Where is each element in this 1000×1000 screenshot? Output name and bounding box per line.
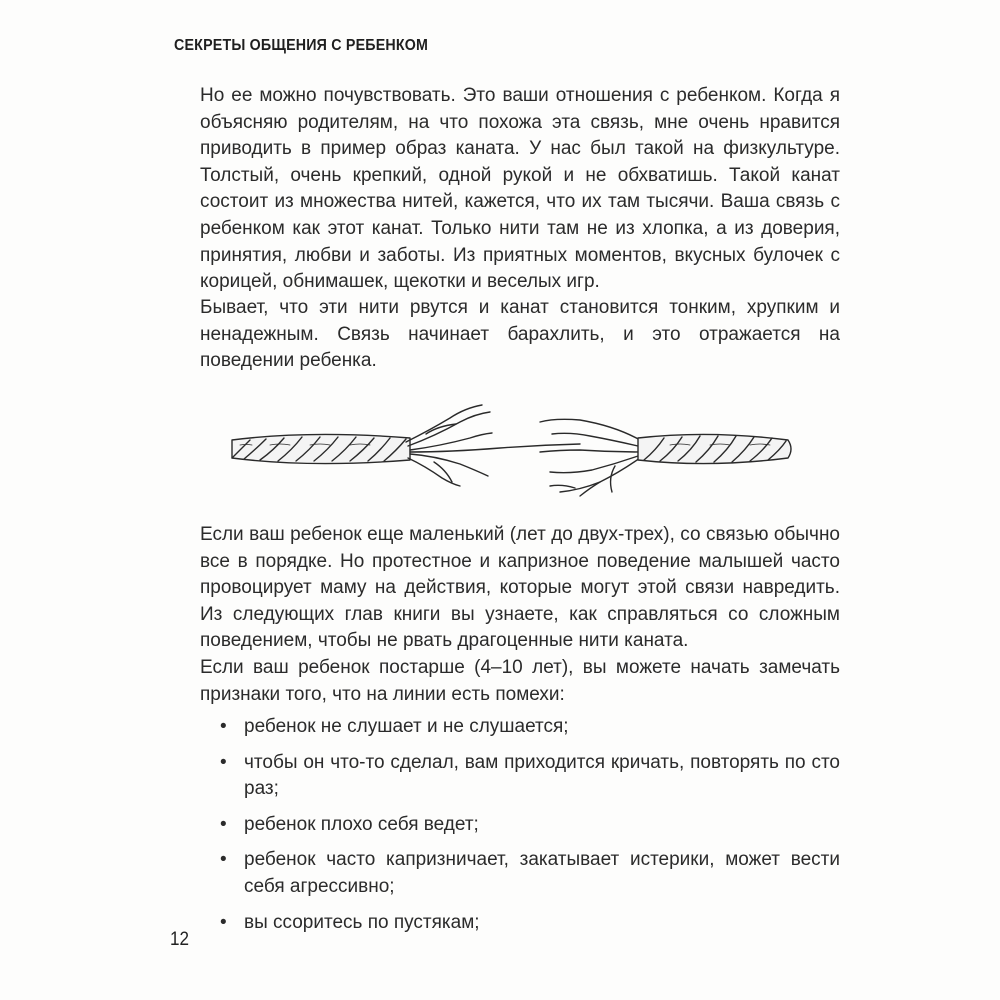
bullet-icon: •	[220, 849, 227, 871]
list-item	[220, 812, 840, 839]
paragraph-text: Но ее можно почувствовать. Это ваши отношения с ребенком. Когда я объясняю родителям, на что похожа эта связь, мне очень нравится приводить в пример образ каната. У нас был такой на физкультуре. Толстый, очень крепкий, одной рукой и не обхватишь. Такой канат состоит из множества нитей, кажется, что их там тысячи. Ваша связь с ребенком как этот канат. Только нити там не из хлопка, а из доверия, принятия, любви и заботы. Из приятных моментов, вкусных булочек с корицей, обнимашек, щекотки и веселых игр.	[200, 85, 840, 293]
list-item-text: ребенок часто капризничает, закатывает истерики, может вести себя агрессивно;	[244, 849, 840, 897]
bullet-icon: •	[220, 716, 227, 737]
paragraph-rope-metaphor	[200, 83, 840, 296]
paragraph-text: Если ваш ребенок еще маленький (лет до двух-трех), со связью обычно все в порядке. Но протестное и капризное поведение малышей часто провоцирует маму на действия, которые могут этой связи навредить. Из следующих глав книги вы узнаете, как справляться со сложным поведением, чтобы не рвать драгоценные нити каната.	[200, 524, 840, 652]
page-number: 12	[170, 929, 190, 950]
bullet-icon: •	[220, 813, 227, 835]
frayed-rope-icon	[220, 400, 800, 500]
list-item	[220, 847, 840, 900]
bullet-icon: •	[220, 751, 227, 773]
running-head: СЕКРЕТЫ ОБЩЕНИЯ С РЕБЕНКОМ	[174, 37, 429, 54]
paragraph-older-child	[200, 655, 840, 708]
list-item	[220, 750, 840, 803]
paragraph-text: Если ваш ребенок постарше (4–10 лет), вы можете начать замечать признаки того, что на линии есть помехи:	[200, 657, 840, 705]
list-item-text: ребенок плохо себя ведет;	[244, 813, 479, 835]
list-item	[220, 714, 840, 741]
paragraph-text: Бывает, что эти нити рвутся и канат становится тонким, хрупким и ненадежным. Связь начинает барахлить, и это отражается на поведении ребенка.	[200, 297, 840, 372]
paragraph-threads-break	[200, 295, 840, 375]
list-item	[220, 910, 840, 937]
list-item-text: ребенок не слушает и не слушается;	[244, 716, 569, 737]
signs-list	[220, 714, 840, 945]
paragraph-young-child	[200, 522, 840, 655]
list-item-text: вы ссоритесь по пустякам;	[244, 911, 480, 933]
list-item-text: чтобы он что-то сделал, вам приходится кричать, повторять по сто раз;	[244, 751, 840, 800]
bullet-icon: •	[220, 911, 227, 933]
